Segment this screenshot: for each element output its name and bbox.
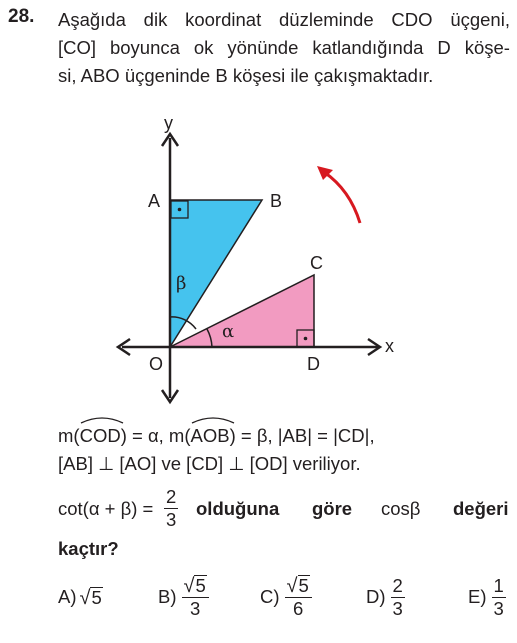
arc-cod-text: COD: [79, 425, 121, 446]
frac-num: [285, 575, 312, 598]
choice-b[interactable]: [158, 566, 211, 628]
angle-beta-label: β: [176, 273, 187, 294]
arc-aob-text: AOB: [190, 425, 230, 446]
answer-choices: [58, 566, 510, 636]
radicand: 5: [195, 574, 206, 596]
question-number: 28.: [8, 6, 35, 27]
cond-word-1: olduğuna: [196, 498, 280, 519]
radicand: 5: [91, 586, 102, 608]
cot-frac-num: 2: [166, 486, 177, 507]
condition-line: [58, 486, 510, 530]
choice-label: E): [468, 586, 487, 607]
frac-den: 6: [293, 597, 304, 619]
arc-cod: [80, 422, 121, 450]
y-axis-label: y: [164, 113, 173, 133]
frac-num: 1: [493, 574, 504, 596]
fold-arrow-curve: [324, 172, 360, 223]
choice-d[interactable]: [366, 566, 407, 628]
cond-func: cosβ: [381, 498, 421, 519]
arc-hat-icon: [191, 416, 235, 424]
sqrt-expression: [287, 575, 310, 596]
arc-hat-icon: [80, 416, 124, 424]
radical-icon: √: [79, 586, 91, 609]
choice-fraction: [285, 575, 312, 620]
point-a-label: A: [148, 191, 161, 211]
angle-alpha-label: α: [222, 321, 235, 342]
radical-icon: √: [286, 574, 298, 597]
stem-word: boyunca: [109, 37, 180, 58]
given-text: m(: [58, 425, 80, 446]
cot-lhs: cot(α + β) =: [58, 498, 154, 519]
cond-word-2: göre: [312, 498, 353, 519]
cot-fraction: [164, 486, 178, 531]
choice-label: C): [260, 586, 280, 607]
choice-a[interactable]: [58, 566, 103, 628]
point-d-label: D: [307, 354, 320, 374]
frac-num: [182, 575, 209, 598]
choice-fraction: [492, 575, 506, 620]
choice-c[interactable]: [260, 566, 314, 628]
cot-expression: [58, 498, 153, 520]
choice-label: B): [158, 586, 177, 607]
radicand: 5: [298, 574, 309, 596]
stem-word: yönünde: [227, 37, 299, 58]
right-angle-dot-a: [178, 208, 182, 212]
stem-word: üçgeni,: [450, 9, 510, 30]
stem-word: [CO]: [58, 37, 97, 58]
stem-word: koordinat: [185, 9, 262, 30]
stem-word: D: [437, 37, 451, 58]
sqrt-expression: [184, 575, 207, 596]
choice-label: A): [58, 586, 77, 607]
stem-word: Aşağıda: [58, 9, 126, 30]
question-ask: kaçtır?: [58, 538, 119, 559]
given-text: ) = α, m(: [120, 425, 191, 446]
frac-den: 3: [189, 597, 201, 619]
point-o-label: O: [149, 354, 164, 374]
stem-word: katlandığında: [312, 37, 424, 58]
stem-word: CDO: [391, 9, 433, 30]
arc-aob: [191, 422, 230, 450]
sqrt-expression: [80, 587, 103, 608]
point-c-label: C: [310, 253, 323, 273]
x-axis-label: x: [385, 336, 394, 356]
stem-word: ok: [193, 37, 214, 58]
frac-den: 3: [392, 597, 403, 619]
point-b-label: B: [270, 191, 283, 211]
choice-e[interactable]: [468, 566, 508, 628]
cot-frac-den: 3: [166, 509, 177, 530]
frac-den: 3: [493, 597, 504, 619]
given-conditions: [58, 422, 375, 478]
right-angle-dot-d: [304, 337, 308, 341]
stem-word: düzleminde: [279, 9, 374, 30]
stem-line-3: si, ABO üçgeninde B köşesi ile çakışmaktadır.: [58, 65, 434, 86]
stem-word: köşe-: [464, 37, 510, 58]
given-text: ) = β, |AB| = |CD|,: [229, 425, 375, 446]
stem-word: dik: [143, 9, 168, 30]
given-line-2: [AB] ⊥ [AO] ve [CD] ⊥ [OD] veriliyor.: [58, 453, 361, 474]
choice-fraction: [391, 575, 405, 620]
radical-icon: √: [183, 574, 195, 597]
given-line-1: [58, 422, 375, 450]
choice-fraction: [182, 575, 209, 620]
cond-last-word: değeri: [453, 498, 509, 519]
frac-num: 2: [392, 574, 403, 596]
choice-label: D): [366, 586, 386, 607]
